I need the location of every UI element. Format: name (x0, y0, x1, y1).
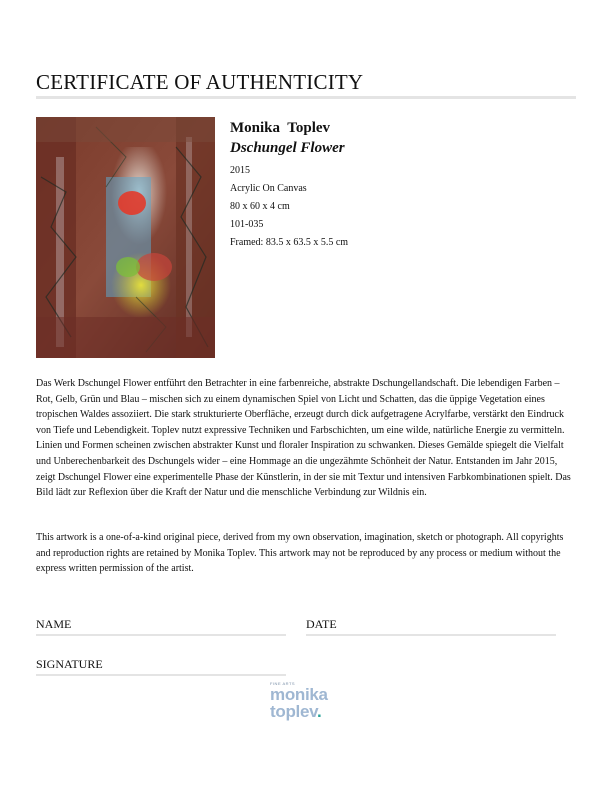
signature-field-line[interactable] (36, 674, 286, 676)
artwork-dimensions: 80 x 60 x 4 cm (230, 201, 290, 212)
logo-line-1: monika (270, 685, 328, 704)
artwork-medium: Acrylic On Canvas (230, 183, 307, 194)
artist-name: Monika Toplev (230, 120, 331, 136)
artwork-details (230, 120, 570, 252)
signature-field-label: SIGNATURE (36, 657, 103, 671)
artwork-year: 2015 (230, 165, 250, 176)
certificate-title: CERTIFICATE OF AUTHENTICITY (36, 70, 364, 94)
name-field-label: NAME (36, 617, 72, 631)
artist-logo (270, 682, 340, 726)
title-divider (36, 96, 576, 99)
artwork-description: Das Werk Dschungel Flower entführt den Betrachter in eine farbenreiche, abstrakte Dschungellandschaft. Die lebendigen Farben – Rot, Gelb, Grün und Blau – mischen sich zu einem dynamischen Spiel von Licht und Schatten, das die üppige Vegetation eines tropischen Waldes assoziiert. Die stark strukturierte Oberfläche, erzeugt durch dick aufgetragene Acrylfarbe, verstärkt den Eindruck von Tiefe und Lebendigkeit. Toplev nutzt expressive Techniken und Farbschichten, um eine wilde, natürliche Energie zu vermitteln. Linien und Formen scheinen zwischen abstrakter Kunst und floraler Inspiration zu schwanken. Dieses Gemälde spiegelt die Vielfalt und Unberechenbarkeit des Dschungels wider – eine Hommage an die ungezähmte Schönheit der Natur. Entstanden im Jahr 2015, zeigt Dschungel Flower eine experimentelle Phase der Künstlerin, in der sie mit Textur und intensiven Farbkombinationen spielt. Das Bild lädt zur Reflexion über die Kraft der Natur und die menschliche Verbindung zur Wildnis ein. (36, 378, 571, 499)
artwork-title: Dschungel Flower (230, 140, 345, 156)
date-field-label: DATE (306, 617, 337, 631)
artwork-image (36, 117, 215, 358)
artwork-framed-size: Framed: 83.5 x 63.5 x 5.5 cm (230, 237, 349, 248)
rights-statement: This artwork is a one-of-a-kind original piece, derived from my own observation, imagination, sketch or photograph. All copyrights and reproduction rights are retained by Monika Toplev. This artwork may not be reproduced by any process or medium without the express written permission of the artist. (36, 532, 564, 575)
logo-line-2: toplev (270, 702, 318, 721)
logo-tagline: FINE ARTS (270, 681, 296, 686)
artwork-catalog-number: 101-035 (230, 219, 264, 230)
date-field-line[interactable] (306, 634, 556, 636)
logo-dot: . (317, 702, 322, 721)
name-field-line[interactable] (36, 634, 286, 636)
